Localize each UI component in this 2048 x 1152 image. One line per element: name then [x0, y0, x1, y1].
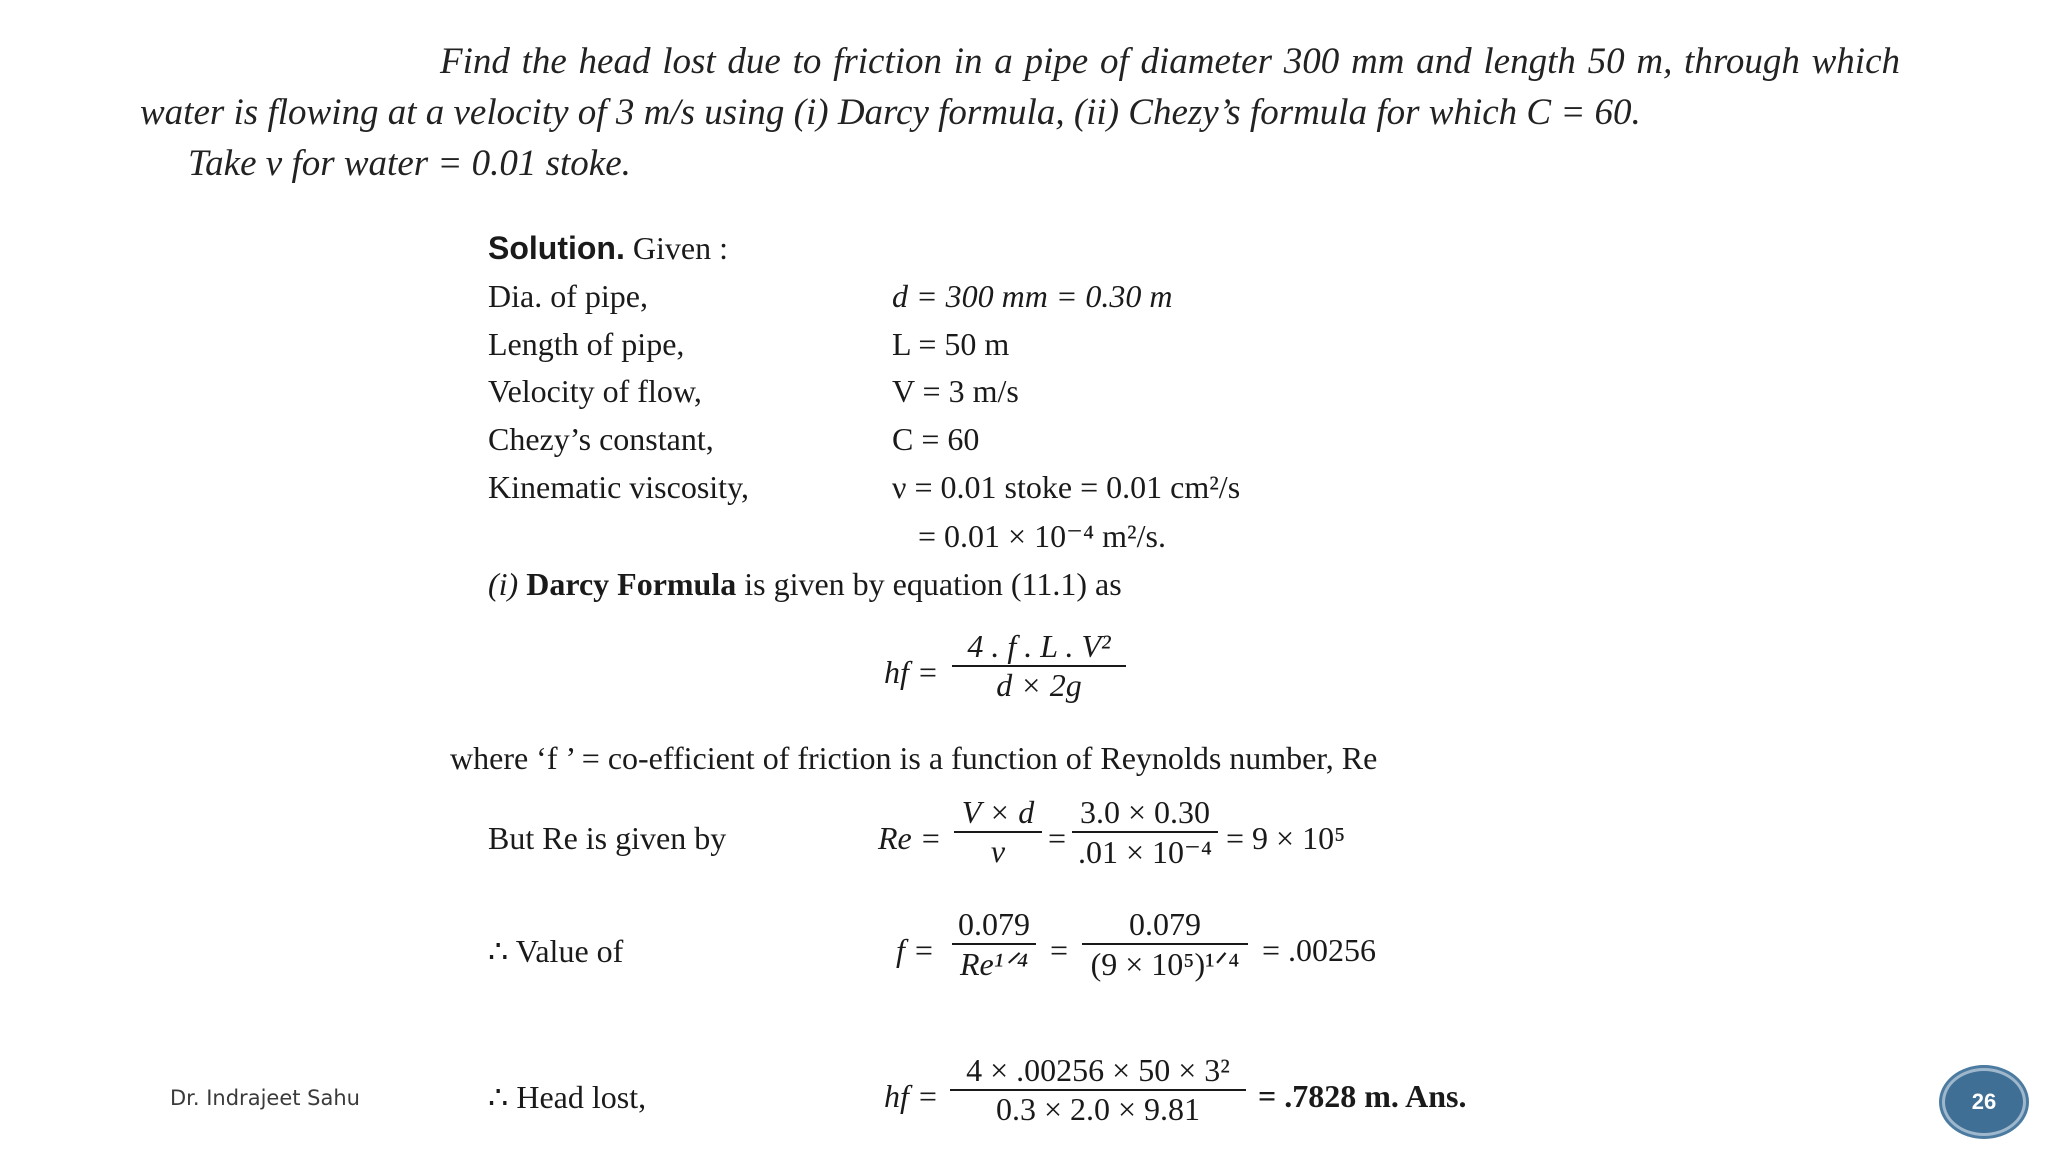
hf-numerator: 4 . f . L . V²: [967, 628, 1111, 664]
f-label: ∴ Value of: [488, 933, 624, 969]
hf-lhs: hf =: [884, 654, 939, 690]
f-denominator-numeric: (9 × 10⁵)¹ᐟ⁴: [1090, 946, 1240, 982]
problem-statement: [140, 36, 1900, 189]
head-lost-lhs: hf =: [884, 1078, 939, 1114]
solution-label: Solution.: [488, 230, 625, 266]
given-label-length: Length of pipe,: [488, 326, 685, 362]
re-equals: =: [1048, 820, 1067, 856]
f-equals: =: [1050, 932, 1069, 968]
solution-heading: [488, 230, 728, 267]
darcy-intro: [488, 566, 1122, 603]
re-fraction-symbolic: [954, 794, 1042, 870]
darcy-formula-title: Darcy Formula: [526, 566, 737, 602]
re-result: = 9 × 10⁵: [1226, 820, 1346, 856]
given-label-viscosity: Kinematic viscosity,: [488, 469, 749, 505]
f-numerator-symbolic: 0.079: [958, 906, 1030, 942]
given-value-diameter: d = 300 mm = 0.30 m: [892, 278, 1173, 314]
re-numerator-symbolic: V × d: [961, 794, 1035, 830]
given-value-viscosity: ν = 0.01 stoke = 0.01 cm²/s: [892, 469, 1241, 505]
re-denominator-numeric: .01 × 10⁻⁴: [1077, 834, 1213, 870]
darcy-intro-text: is given by equation (11.1) as: [744, 566, 1122, 602]
re-numerator-numeric: 3.0 × 0.30: [1079, 794, 1211, 830]
problem-text: Find the head lost due to friction in a pipe of diameter 300 mm and length 50 m, through which water is flowing at a velocity of 3 m/s using (i) Darcy formula, (ii) Chezy’s formula for which C = 60.: [140, 41, 1900, 133]
given-label-chezy: Chezy’s constant,: [488, 421, 714, 457]
where-line: where ‘f ’ = co-efficient of friction is a function of Reynolds number, Re: [450, 740, 1378, 776]
hf-fraction: [952, 628, 1126, 704]
re-fraction-numeric: [1072, 794, 1218, 871]
head-lost-numerator: 4 × .00256 × 50 × 3²: [966, 1052, 1230, 1088]
given-label-diameter: Dia. of pipe,: [488, 278, 648, 314]
head-lost-fraction: [950, 1052, 1246, 1128]
head-lost-label: ∴ Head lost,: [488, 1079, 647, 1115]
f-numerator-numeric: 0.079: [1129, 906, 1201, 942]
hf-denominator: d × 2g: [996, 667, 1082, 703]
given-value-chezy: C = 60: [892, 421, 980, 457]
given-value-viscosity-si: = 0.01 × 10⁻⁴ m²/s.: [918, 518, 1166, 554]
f-lhs: f =: [896, 932, 935, 968]
darcy-part-number: (i): [488, 566, 519, 602]
re-label: But Re is given by: [488, 820, 727, 856]
problem-viscosity-note: Take ν for water = 0.01 stoke.: [188, 143, 631, 184]
f-fraction-symbolic: [952, 906, 1036, 983]
re-lhs: Re =: [878, 820, 942, 856]
re-denominator-symbolic: ν: [990, 833, 1006, 869]
given-value-velocity: V = 3 m/s: [892, 373, 1019, 409]
f-result: = .00256: [1262, 932, 1377, 968]
given-label-velocity: Velocity of flow,: [488, 373, 702, 409]
author-name: Dr. Indrajeet Sahu: [170, 1086, 360, 1110]
head-lost-result: = .7828 m. Ans.: [1258, 1078, 1467, 1114]
page-number: 26: [1971, 1089, 1997, 1114]
given-label: Given :: [632, 230, 728, 266]
given-value-length: L = 50 m: [892, 326, 1010, 362]
f-denominator-symbolic: Re¹ᐟ⁴: [959, 946, 1028, 982]
page-number-badge: [1942, 1068, 2026, 1136]
f-fraction-numeric: [1082, 906, 1248, 983]
head-lost-denominator: 0.3 × 2.0 × 9.81: [995, 1091, 1201, 1127]
